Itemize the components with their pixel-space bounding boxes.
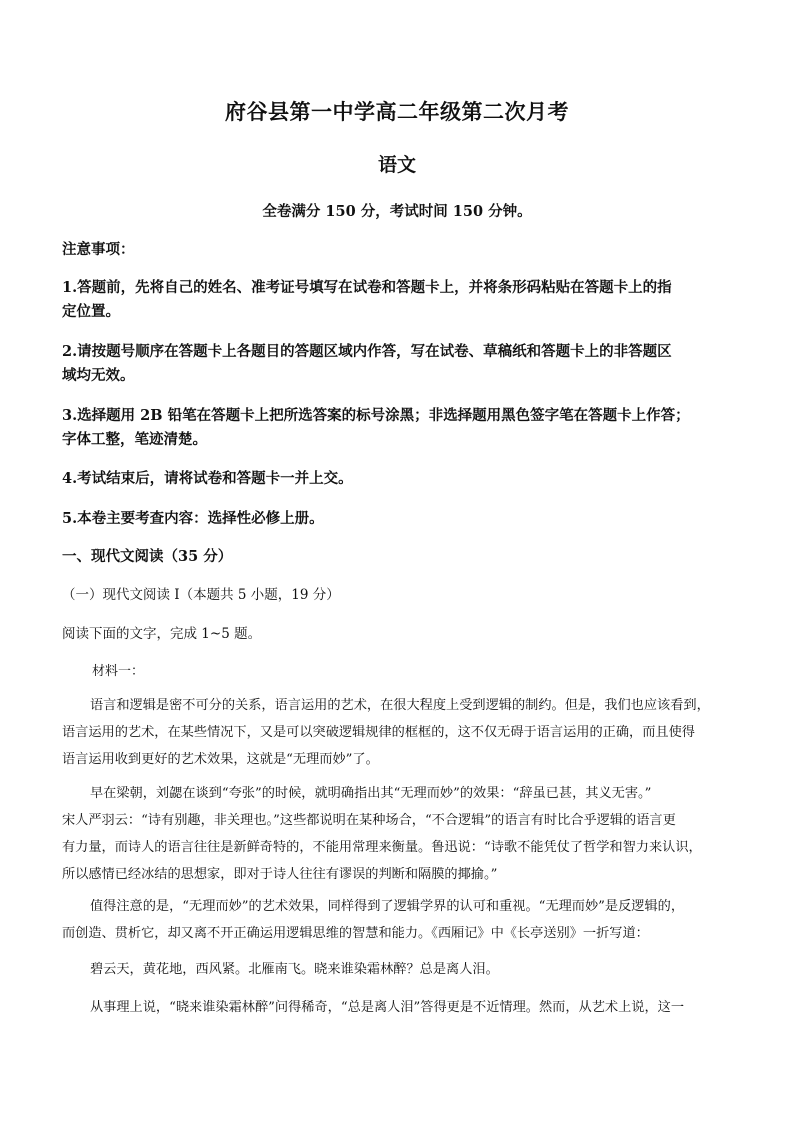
notice-item-3-line-2: 字体工整，笔迹清楚。 (62, 431, 207, 448)
material-label: 材料一： (92, 664, 145, 679)
paragraph-line: 语言运用收到更好的艺术效果，这就是“无理而妙”了。 (62, 752, 379, 767)
paragraph-line: 而创造、贯析它，却又离不开正确运用逻辑思维的智慧和能力。《西厢记》中《长亭送别》一折写道： (62, 926, 649, 941)
passage-paragraph-3 (62, 893, 742, 947)
section-instruction: 阅读下面的文字，完成 1~5 题。 (62, 626, 262, 642)
paragraph-line: 值得注意的是，“无理而妙”的艺术效果，同样得到了逻辑学界的认可和重视。“无理而妙”是反逻辑的， (90, 899, 685, 914)
paragraph-line: 所以感情已经冰结的思想家，即对于诗人往往有谬误的判断和隔膜的揶揄。” (62, 867, 498, 882)
section-heading: 一、现代文阅读（35 分） (62, 548, 233, 565)
passage-paragraph-2 (62, 780, 742, 888)
passage-quote (62, 956, 742, 983)
notice-item-4: 4.考试结束后，请将试卷和答题卡一并上交。 (62, 470, 353, 487)
paragraph-line: 早在梁朝，刘勰在谈到“夸张”的时候，就明确指出其“无理而妙”的效果：“辞虽已甚，其义无害。” (90, 786, 652, 801)
notice-item-5: 5.本卷主要考查内容：选择性必修上册。 (62, 510, 324, 527)
notice-item-1-line-1: 1.答题前，先将自己的姓名、准考证号填写在试卷和答题卡上，并将条形码粘贴在答题卡上的指 (62, 279, 672, 296)
notice-item-2-line-2: 域均无效。 (62, 367, 135, 384)
paragraph-line: 碧云天，黄花地，西风紧。北雁南飞。晓来谁染霜林醉？总是离人泪。 (90, 962, 499, 977)
passage-paragraph-5 (62, 994, 742, 1021)
paragraph-line: 从事理上说，“晓来谁染霜林醉”问得稀奇，“总是离人泪”答得更是不近情理。然而，从艺术上说，这一 (90, 1000, 685, 1015)
paragraph-line: 语言和逻辑是密不可分的关系，语言运用的艺术，在很大程度上受到逻辑的制约。但是，我们也应该看到， (90, 698, 710, 713)
notice-item-2-line-1: 2.请按题号顺序在答题卡上各题目的答题区域内作答，写在试卷、草稿纸和答题卡上的非答题区 (62, 343, 672, 360)
notice-item-3-line-1: 3.选择题用 2B 铅笔在答题卡上把所选答案的标号涂黑；非选择题用黑色签字笔在答题卡上作答； (62, 407, 690, 424)
notice-heading: 注意事项： (62, 241, 135, 258)
paragraph-line: 宋人严羽云：“诗有别趣，非关理也。”这些都说明在某种场合，“不合逻辑”的语言有时比合乎逻辑的语言更 (62, 813, 676, 828)
notice-item-1-line-2: 定位置。 (62, 303, 120, 320)
passage-paragraph-1 (62, 692, 742, 773)
exam-title: 府谷县第一中学高二年级第二次月考 (225, 99, 569, 124)
paragraph-line: 语言运用的艺术，在某些情况下，又是可以突破逻辑规律的框框的，这不仅无碍于语言运用的正确，而且使得 (62, 725, 695, 740)
subject-title: 语文 (377, 154, 416, 176)
paragraph-line: 有力量，而诗人的语言往往是新鲜奇特的，不能用常理来衡量。鲁迅说：“诗歌不能凭仗了哲学和智力来认识， (62, 840, 702, 855)
section-subheading: （一）现代文阅读 I（本题共 5 小题，19 分） (62, 587, 340, 603)
exam-subtitle: 全卷满分 150 分，考试时间 150 分钟。 (262, 203, 532, 220)
